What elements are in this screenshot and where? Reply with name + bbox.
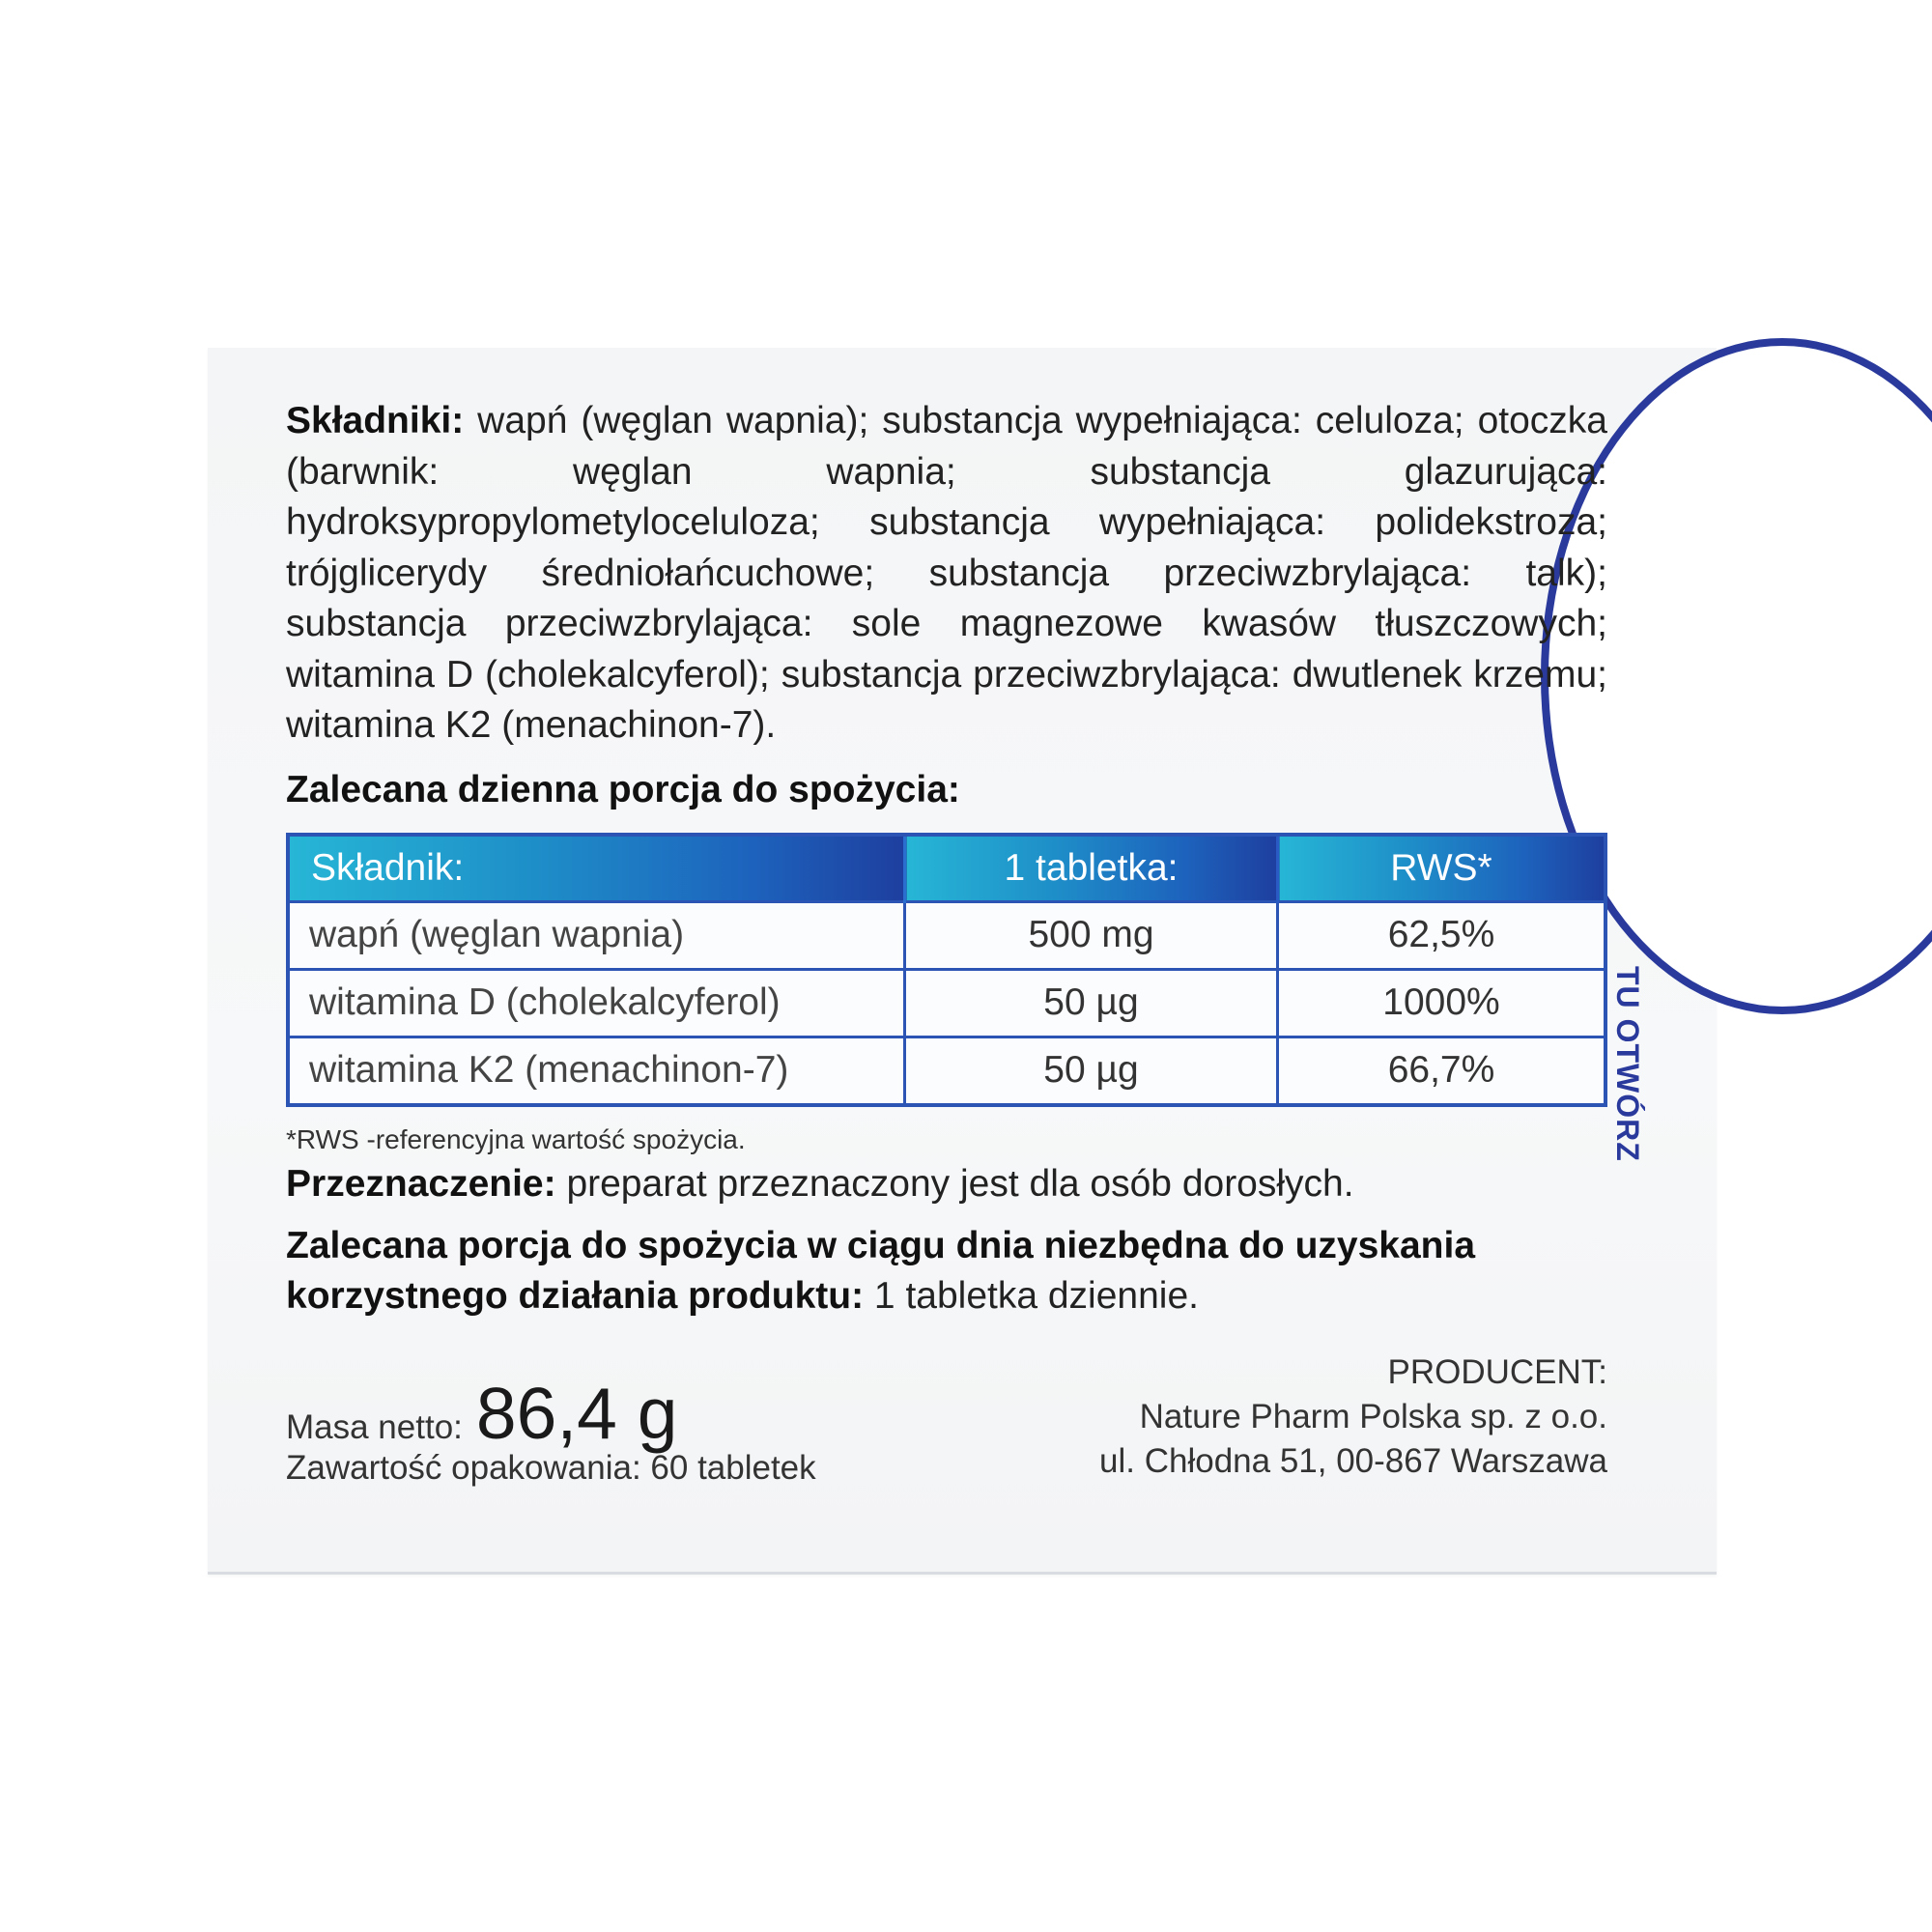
column-header-ingredient: Składnik:: [288, 835, 905, 902]
table-row: [288, 901, 1605, 969]
net-mass-value: 86,4 g: [475, 1373, 678, 1454]
cell-amount: 50 µg: [905, 1037, 1278, 1105]
recommended-label: Zalecana porcja do spożycia w ciągu dnia niezbędna do uzyskania korzystnego działania produktu:: [286, 1224, 1476, 1317]
producer-address: ul. Chłodna 51, 00-867 Warszawa: [1099, 1442, 1607, 1480]
label-content: [286, 396, 1607, 1321]
ingredients-label: Składniki:: [286, 400, 465, 441]
ingredients-text: wapń (węglan wapnia); substancja wypełniająca: celuloza; otoczka (barwnik: węglan wapnia; substancja glazurująca: hydroksypropylometyloceluloza; substancja wypełniająca: polidekstroza; trójglicerydy średniołańcuchowe; substancja przeciwzbrylająca: talk); substancja przeciwzbrylająca: sole magnezowe kwasów tłuszczowych; witamina D (cholekalcyferol); substancja przeciwzbrylająca: dwutlenek krzemu; witamina K2 (menachinon-7).: [286, 400, 1607, 746]
ingredients-paragraph: [286, 396, 1607, 752]
cell-rws: 1000%: [1278, 969, 1606, 1037]
purpose-text: preparat przeznaczony jest dla osób dorosłych.: [555, 1162, 1354, 1205]
net-mass-block: [286, 1372, 816, 1488]
producer-block: [1099, 1350, 1607, 1484]
producer-name: Nature Pharm Polska sp. z o.o.: [1139, 1398, 1607, 1435]
package-contents: Zawartość opakowania: 60 tabletek: [286, 1449, 816, 1487]
cell-amount: 50 µg: [905, 969, 1278, 1037]
net-mass-label: Masa netto:: [286, 1408, 463, 1446]
cell-ingredient: wapń (węglan wapnia): [288, 901, 905, 969]
daily-portion-heading: Zalecana dzienna porcja do spożycia:: [286, 768, 960, 810]
producer-heading: PRODUCENT:: [1387, 1353, 1607, 1391]
cell-ingredient: witamina D (cholekalcyferol): [288, 969, 905, 1037]
purpose-paragraph: [286, 1159, 1607, 1209]
table-header-row: [288, 835, 1605, 902]
rws-footnote: *RWS -referencyjna wartość spożycia.: [286, 1123, 746, 1154]
purpose-label: Przeznaczenie:: [286, 1162, 556, 1205]
open-tab-label: [1606, 966, 1645, 1053]
column-header-per-tablet: 1 tabletka:: [905, 835, 1278, 902]
cell-amount: 500 mg: [905, 901, 1278, 969]
recommended-paragraph: [286, 1221, 1607, 1321]
net-mass-row: [286, 1372, 816, 1455]
cell-rws: 66,7%: [1278, 1037, 1606, 1105]
cell-ingredient: witamina K2 (menachinon-7): [288, 1037, 905, 1105]
recommended-text: 1 tabletka dziennie.: [864, 1274, 1199, 1317]
table-row: [288, 969, 1605, 1037]
column-header-rws: RWS*: [1278, 835, 1606, 902]
cell-rws: 62,5%: [1278, 901, 1606, 969]
nutrition-table: [286, 833, 1607, 1107]
table-row: [288, 1037, 1605, 1105]
